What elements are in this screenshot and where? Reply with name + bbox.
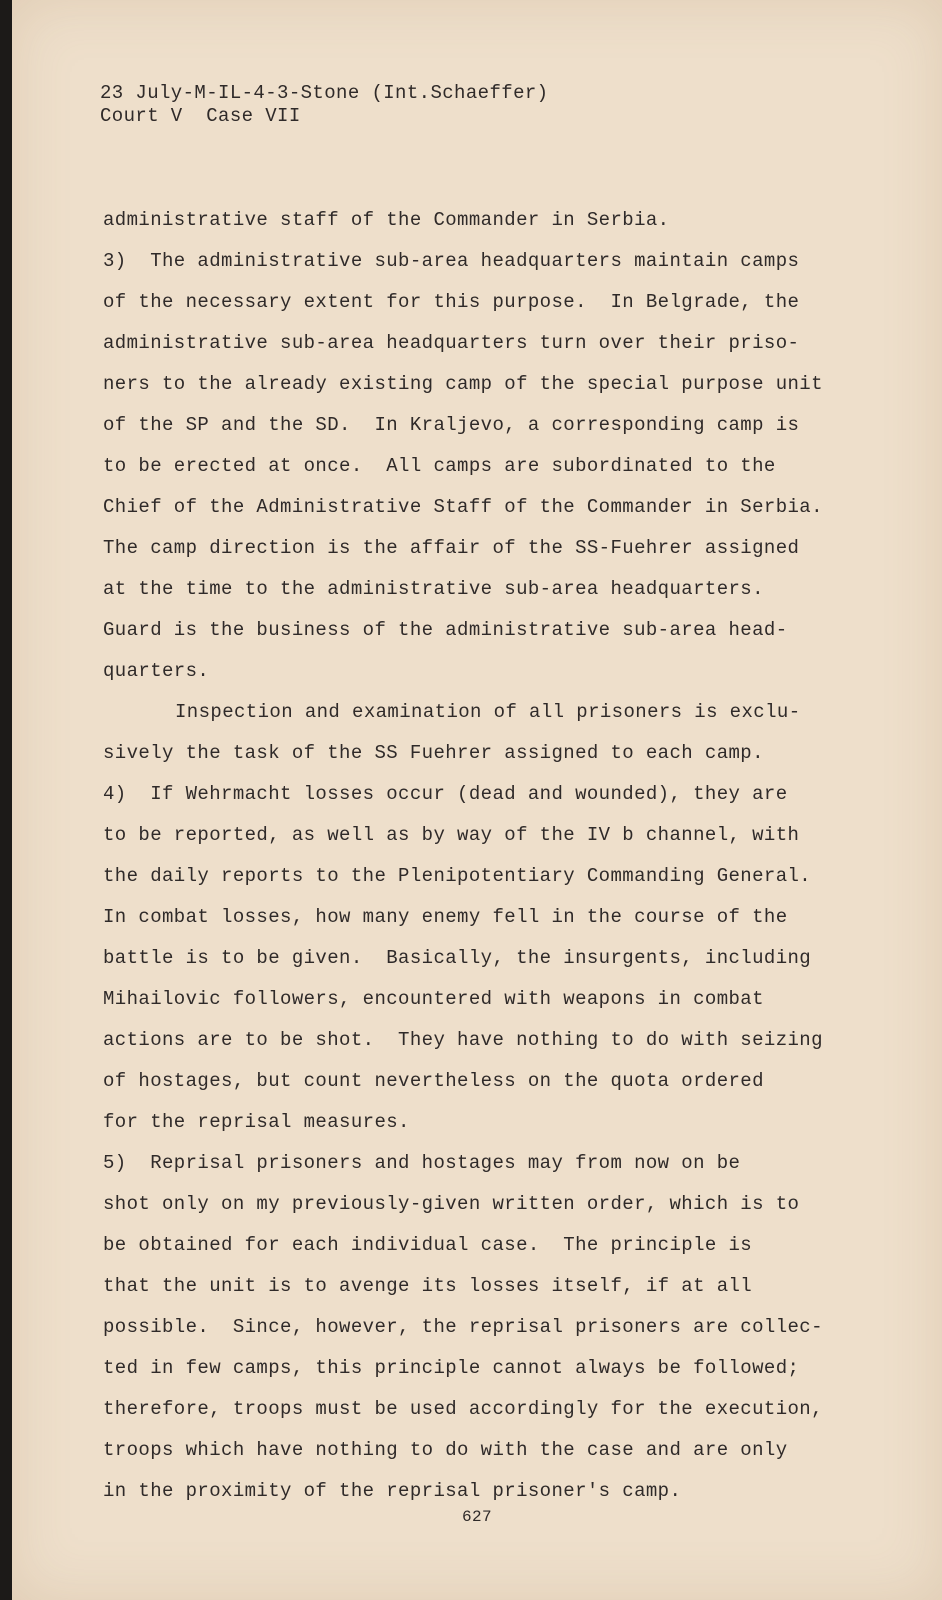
body-line: administrative staff of the Commander in Serbia.	[103, 209, 670, 231]
body-line: therefore, troops must be used accordingly for the execution,	[103, 1398, 823, 1420]
body-line: 3) The administrative sub-area headquarters maintain camps	[103, 250, 800, 272]
body-line: The camp direction is the affair of the SS-Fuehrer assigned	[103, 537, 800, 559]
body-line: of the necessary extent for this purpose. In Belgrade, the	[103, 291, 800, 313]
body-line: ners to the already existing camp of the special purpose unit	[103, 373, 823, 395]
document-header	[100, 82, 548, 128]
header-court-case: Court V Case VII	[100, 105, 301, 127]
body-line: Guard is the business of the administrative sub-area head-	[103, 619, 788, 641]
body-line: 5) Reprisal prisoners and hostages may from now on be	[103, 1152, 741, 1174]
body-line: troops which have nothing to do with the case and are only	[103, 1439, 788, 1461]
body-line: Chief of the Administrative Staff of the Commander in Serbia.	[103, 496, 823, 518]
body-line: actions are to be shot. They have nothing to do with seizing	[103, 1029, 823, 1051]
body-line: administrative sub-area headquarters turn over their priso-	[103, 332, 800, 354]
body-line: the daily reports to the Plenipotentiary Commanding General.	[103, 865, 812, 887]
body-line: Inspection and examination of all prisoners is exclu-	[175, 701, 801, 723]
body-line: battle is to be given. Basically, the insurgents, including	[103, 947, 812, 969]
body-line: of hostages, but count nevertheless on the quota ordered	[103, 1070, 764, 1092]
body-line: In combat losses, how many enemy fell in the course of the	[103, 906, 788, 928]
body-line: sively the task of the SS Fuehrer assigned to each camp.	[103, 742, 764, 764]
body-line: be obtained for each individual case. The principle is	[103, 1234, 753, 1256]
document-page	[12, 0, 942, 1600]
body-line: for the reprisal measures.	[103, 1111, 410, 1133]
body-line: to be erected at once. All camps are subordinated to the	[103, 455, 776, 477]
body-line: possible. Since, however, the reprisal prisoners are collec-	[103, 1316, 823, 1338]
body-line: at the time to the administrative sub-area headquarters.	[103, 578, 764, 600]
header-reference: 23 July-M-IL-4-3-Stone (Int.Schaeffer)	[100, 82, 549, 104]
body-line: that the unit is to avenge its losses itself, if at all	[103, 1275, 753, 1297]
document-body	[103, 200, 903, 1512]
body-line: in the proximity of the reprisal prisoner's camp.	[103, 1480, 682, 1502]
page-number: 627	[461, 1508, 492, 1526]
body-line: shot only on my previously-given written order, which is to	[103, 1193, 800, 1215]
body-line: Mihailovic followers, encountered with weapons in combat	[103, 988, 764, 1010]
body-line: quarters.	[103, 660, 210, 682]
body-line: of the SP and the SD. In Kraljevo, a corresponding camp is	[103, 414, 800, 436]
body-line: to be reported, as well as by way of the IV b channel, with	[103, 824, 800, 846]
body-line: ted in few camps, this principle cannot always be followed;	[103, 1357, 800, 1379]
body-line: 4) If Wehrmacht losses occur (dead and wounded), they are	[103, 783, 788, 805]
